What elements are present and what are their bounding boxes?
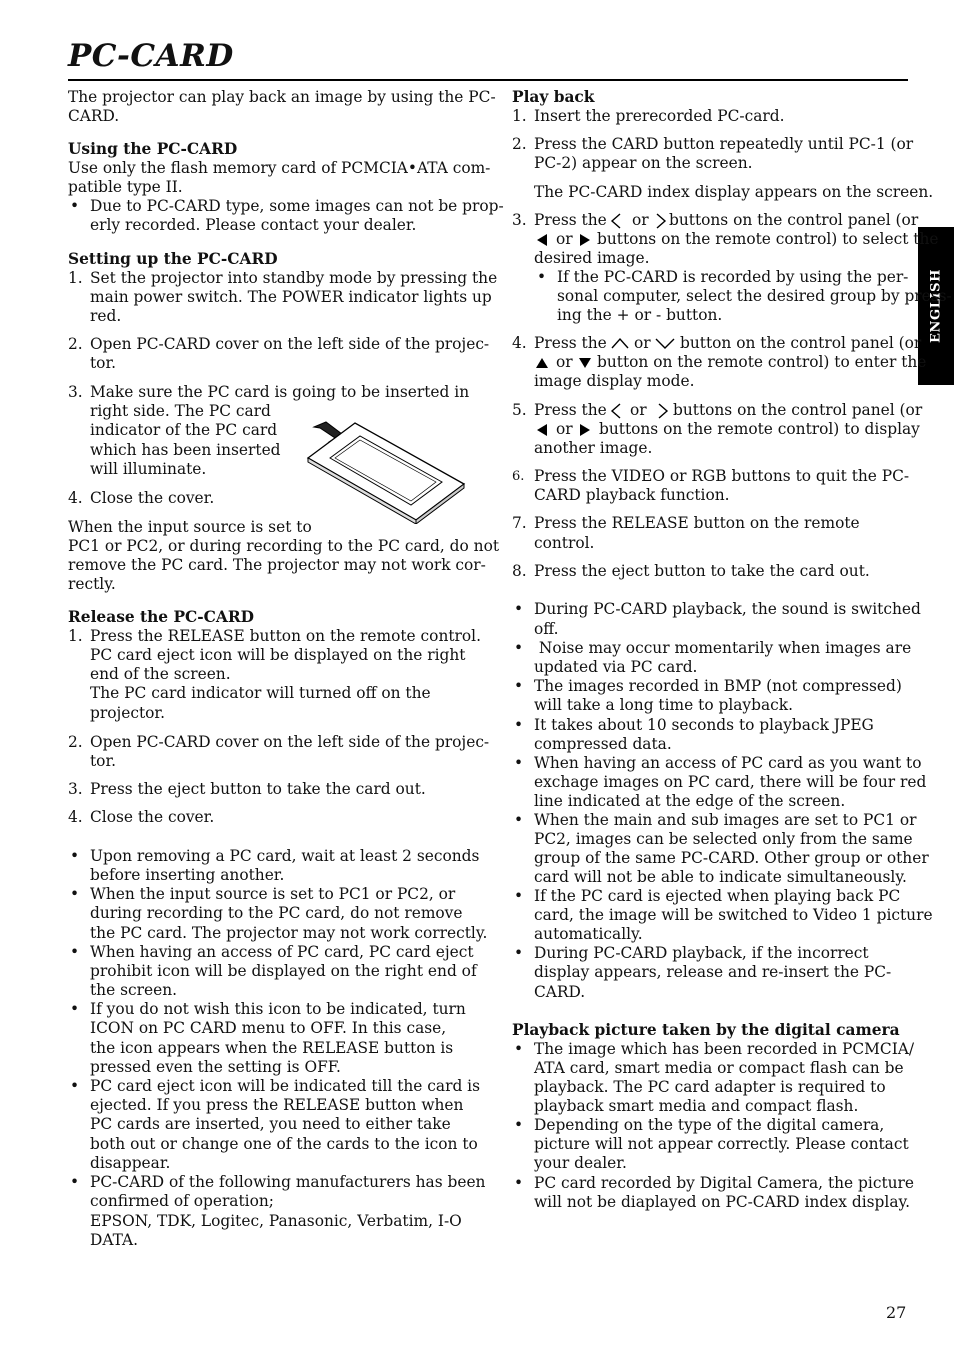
text-line: exchage images on PC card, there will be four red [534,773,927,791]
text-line: When the main and sub images are set to PC1 or [534,811,917,829]
text-line: Press the VIDEO or RGB buttons to quit the PC- [534,467,910,485]
text-line: pressed even the setting is OFF. [90,1058,341,1076]
bullet: • [514,944,524,962]
text-line: Make sure the PC card is going to be inserted in [90,383,470,401]
step-number: 1. [512,107,527,125]
triangle-left-icon [535,423,549,437]
text-line: PC-2) appear on the screen. [534,154,753,172]
pc-card-insertion-illustration [300,412,468,524]
text-line: PC card eject icon will be displayed on the right [90,646,466,664]
text-line: prohibit icon will be displayed on the right end of [90,962,477,980]
text-line: Upon removing a PC card, wait at least 2 seconds [90,847,480,865]
bullet: • [70,1173,80,1191]
text-line: your dealer. [534,1154,627,1172]
bullet: • [514,600,524,618]
page-number: 27 [886,1303,907,1322]
bullet: • [514,1174,524,1192]
triangle-down-icon [578,356,592,370]
text-line: Depending on the type of the digital camera, [534,1116,885,1134]
text-line: will illuminate. [90,460,207,478]
text-line: off. [534,620,559,638]
text-line: Open PC-CARD cover on the left side of the projec- [90,335,490,353]
text-line: PC cards are inserted, you need to either take [90,1115,451,1133]
step-number: 5. [512,401,527,419]
triangle-right-icon [578,423,592,437]
triangle-left-icon [535,233,549,247]
step-number: 1. [68,269,83,287]
text-line: or [630,401,647,419]
text-line: Press the [534,401,607,419]
text-line: remove the PC card. The projector may not work cor- [68,556,486,574]
bullet: • [70,885,80,903]
text-line: DATA. [90,1231,139,1249]
step-number: 2. [68,733,83,751]
text-line: display appears, release and re-insert the PC- [534,963,892,981]
text-line: ATA card, smart media or compact flash can be [534,1059,904,1077]
text-line: playback smart media and compact flash. [534,1097,859,1115]
chevron-right-icon [656,402,670,420]
bullet: • [70,1000,80,1018]
text-line: indicator of the PC card [90,421,278,439]
step-number: 4. [68,489,83,507]
text-line: Press the RELEASE button on the remote [534,514,860,532]
bullet: • [70,1077,80,1095]
text-line: card will not be able to indicate simultaneously. [534,868,907,886]
text-line: projector. [90,704,165,722]
bullet: • [537,268,547,286]
text-line: picture will not appear correctly. Please contact [534,1135,909,1153]
step-number: 3. [68,780,83,798]
text-line: Use only the flash memory card of PCMCIA•ATA com- [68,159,491,177]
text-line: Press the CARD button repeatedly until PC-1 (or [534,135,914,153]
bullet: • [514,811,524,829]
text-line: buttons on the remote control) to select the [597,230,939,248]
text-line: Insert the prerecorded PC-card. [534,107,785,125]
step-number: 3. [512,211,527,229]
text-line: During PC-CARD playback, if the incorrect [534,944,869,962]
text-line: PC-CARD of the following manufacturers has been [90,1173,486,1191]
bullet: • [70,943,80,961]
text-line: buttons on the remote control) to display [599,420,920,438]
title-rule [68,79,908,81]
text-line: PC1 or PC2, or during recording to the PC card, do not [68,537,500,555]
text-line: The images recorded in BMP (not compressed) [534,677,902,695]
text-line: Close the cover. [90,808,215,826]
text-line: updated via PC card. [534,658,698,676]
section-heading: Play back [512,88,595,106]
section-heading: Playback picture taken by the digital camera [512,1021,900,1039]
chevron-right-icon [654,212,668,230]
text-line: the icon appears when the RELEASE button is [90,1039,454,1057]
text-line: If the PC-CARD is recorded by using the per- [557,268,909,286]
text-line: another image. [534,439,653,457]
text-line: will take a long time to playback. [534,696,793,714]
step-number: 4. [512,334,527,352]
text-line: tor. [90,354,117,372]
page-title: PC-CARD [68,38,234,74]
text-line: Close the cover. [90,489,215,507]
text-line: during recording to the PC card, do not remove [90,904,463,922]
text-line: right side. The PC card [90,402,271,420]
text-line: During PC-CARD playback, the sound is switched [534,600,921,618]
text-line: patible type II. [68,178,183,196]
chevron-left-icon [609,212,623,230]
text-line: PC card eject icon will be indicated till the card is [90,1077,481,1095]
chevron-left-icon [609,402,623,420]
section-heading: Release the PC-CARD [68,608,254,626]
bullet: • [70,847,80,865]
bullet: • [514,1116,524,1134]
text-line: It takes about 10 seconds to playback JPEG [534,716,874,734]
step-number: 2. [68,335,83,353]
text-line: CARD. [534,983,586,1001]
step-number: 7. [512,514,527,532]
text-line: When having an access of PC card as you want to [534,754,922,772]
text-line: will not be diaplayed on PC-CARD index display. [534,1193,911,1211]
text-line: When the input source is set to PC1 or PC2, or [90,885,456,903]
text-line: confirmed of operation; [90,1192,274,1210]
text-line: control. [534,534,595,552]
section-heading: Using the PC-CARD [68,140,238,158]
chevron-up-icon [610,335,630,351]
step-number: 8. [512,562,527,580]
text-line: CARD playback function. [534,486,730,504]
text-line: the PC card. The projector may not work correctly. [90,924,488,942]
text-line: rectly. [68,575,116,593]
text-line: main power switch. The POWER indicator lights up [90,288,492,306]
text-line: If you do not wish this icon to be indicated, turn [90,1000,466,1018]
intro-line: The projector can play back an image by using the PC- [68,88,496,106]
bullet: • [514,754,524,772]
text-line: Press the eject button to take the card out. [90,780,426,798]
text-line: Noise may occur momentarily when images are [534,639,912,657]
text-line: The image which has been recorded in PCMCIA/ [534,1040,915,1058]
text-line: line indicated at the edge of the screen. [534,792,846,810]
text-line: EPSON, TDK, Logitec, Panasonic, Verbatim, I-O [90,1212,462,1230]
bullet: • [514,716,524,734]
bullet: • [514,1040,524,1058]
step-number: 4. [68,808,83,826]
text-line: compressed data. [534,735,672,753]
text-line: or [632,211,649,229]
text-line: Press the [534,211,607,229]
text-line: tor. [90,752,117,770]
text-line: or [556,230,573,248]
text-line: Press the eject button to take the card out. [534,562,870,580]
triangle-up-icon [535,356,549,370]
text-line: sonal computer, select the desired group by press- [557,287,952,305]
step-number: 3. [68,383,83,401]
bullet: • [514,887,524,905]
text-line: PC card recorded by Digital Camera, the picture [534,1174,915,1192]
text-line: The PC card indicator will turned off on the [90,684,431,702]
text-line: Open PC-CARD cover on the left side of the projec- [90,733,490,751]
text-line: ing the + or - button. [557,306,723,324]
text-line: red. [90,307,122,325]
text-line: or [556,420,573,438]
text-line: before inserting another. [90,866,285,884]
text-line: card, the image will be switched to Video 1 picture [534,906,933,924]
text-line: or [634,334,651,352]
bullet: • [70,197,80,215]
text-line: Press the RELEASE button on the remote control. [90,627,481,645]
text-line: buttons on the control panel (or [673,401,923,419]
text-line: group of the same PC-CARD. Other group or other [534,849,929,867]
text-line: Due to PC-CARD type, some images can not be prop- [90,197,504,215]
section-heading: Setting up the PC-CARD [68,250,278,268]
bullet: • [514,677,524,695]
text-line: PC2, images can be selected only from the same [534,830,913,848]
text-line: desired image. [534,249,650,267]
text-line: playback. The PC card adapter is required to [534,1078,886,1096]
text-line: image display mode. [534,372,695,390]
text-line: button on the remote control) to enter the [597,353,927,371]
text-line: button on the control panel (or [680,334,922,352]
text-line: erly recorded. Please contact your dealer. [90,216,417,234]
text-line: which has been inserted [90,441,281,459]
text-line: both out or change one of the cards to the icon to [90,1135,478,1153]
intro-line: CARD. [68,107,120,125]
text-line: Set the projector into standby mode by pressing the [90,269,498,287]
step-number: 1. [68,627,83,645]
step-number: 6. [512,469,525,484]
text-line: Press the [534,334,607,352]
text-line: automatically. [534,925,643,943]
text-line: buttons on the control panel (or [669,211,919,229]
text-line: the screen. [90,981,177,999]
language-tab-label: ENGLISH [928,269,944,343]
text-line: The PC-CARD index display appears on the screen. [534,183,934,201]
text-line: If the PC card is ejected when playing back PC [534,887,901,905]
step-number: 2. [512,135,527,153]
text-line: ICON on PC CARD menu to OFF. In this case, [90,1019,447,1037]
text-line: ejected. If you press the RELEASE button when [90,1096,464,1114]
text-line: disappear. [90,1154,171,1172]
text-line: When having an access of PC card, PC card eject [90,943,474,961]
chevron-down-icon [654,335,676,351]
text-line: When the input source is set to [68,518,312,536]
bullet: • [514,639,524,657]
text-line: or [556,353,573,371]
text-line: end of the screen. [90,665,231,683]
triangle-right-icon [578,233,592,247]
